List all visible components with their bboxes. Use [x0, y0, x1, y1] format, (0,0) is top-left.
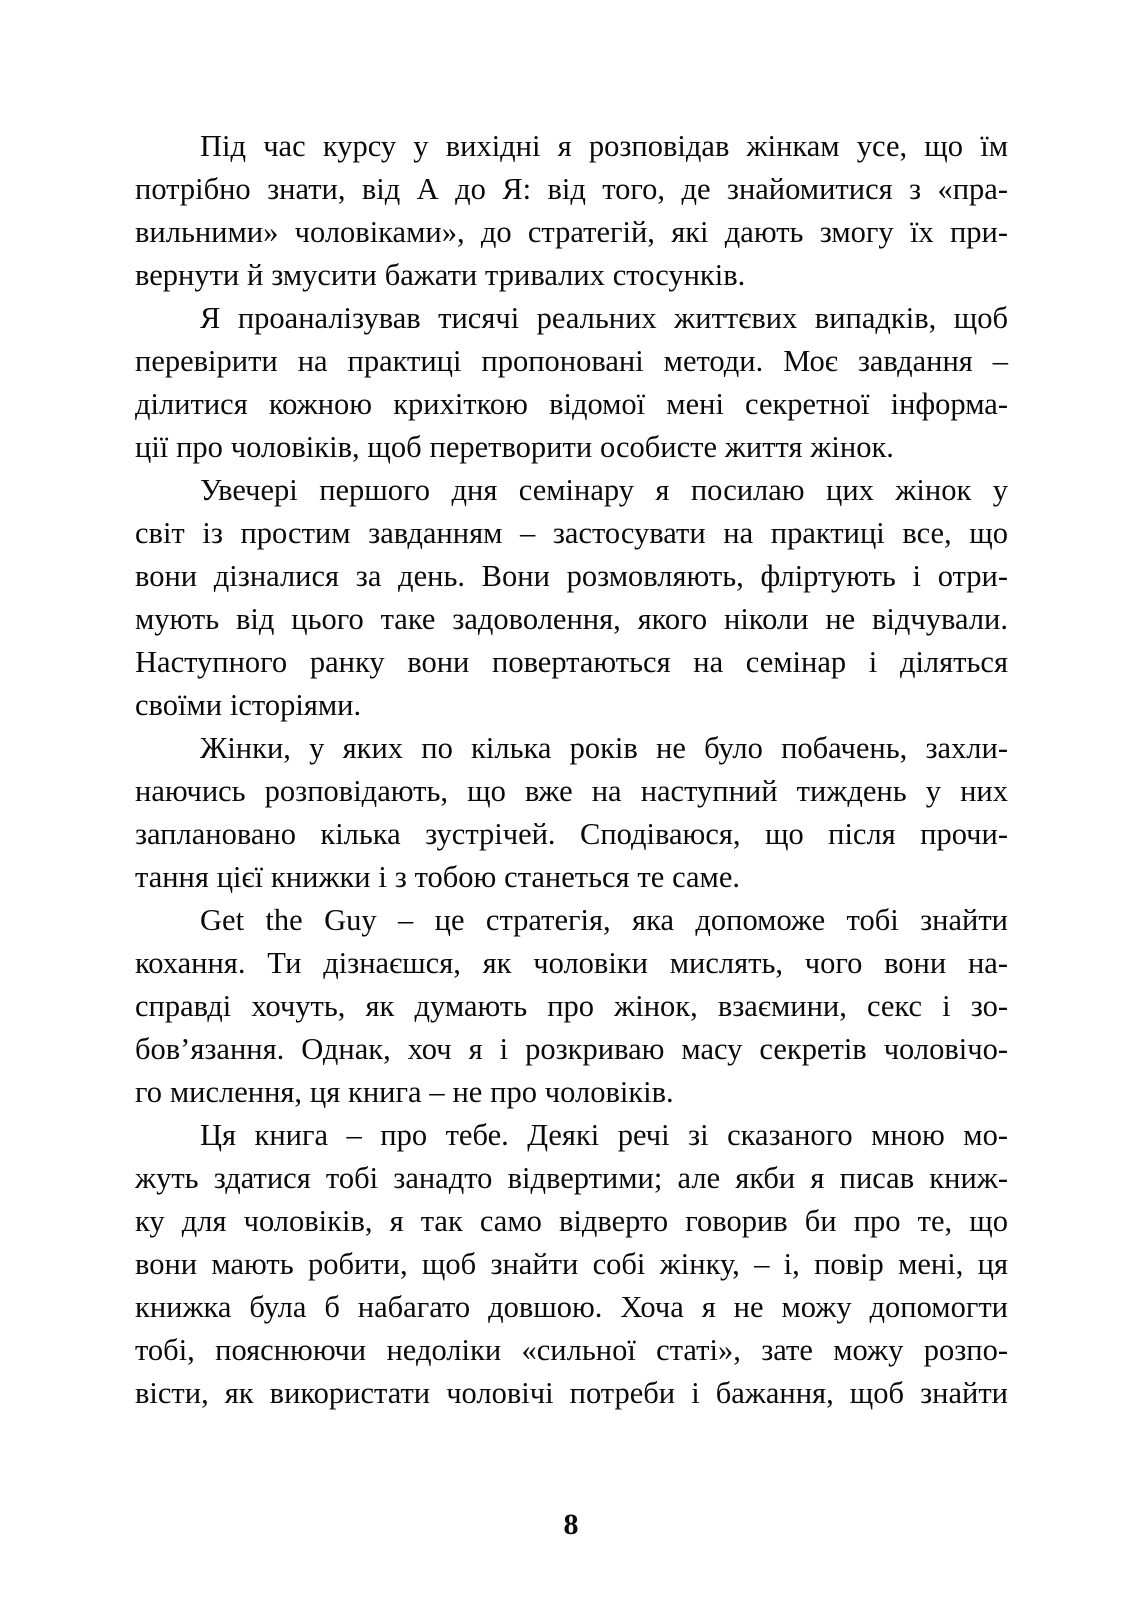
text-line: жуть здатися тобі занадто відвертими; але якби я писав книж- — [135, 1161, 1008, 1195]
text-line: вісти, як використати чоловічі потреби і бажання, щоб знайти — [135, 1376, 1008, 1410]
paragraph-6 — [135, 1114, 1008, 1415]
text-line: вони мають робити, щоб знайти собі жінку, – і, повір мені, ця — [135, 1247, 1008, 1281]
paragraph-2 — [135, 297, 1008, 469]
paragraph-5 — [135, 899, 1008, 1114]
text-line: вильними» чоловіками», до стратегій, які дають змогу їх при- — [135, 215, 1008, 249]
body-text-column — [135, 125, 1008, 1415]
text-line: потрібно знати, від А до Я: від того, де знайомитися з «пра- — [135, 172, 1008, 206]
text-line: Get the Guy – це стратегія, яка допоможе тобі знайти — [200, 903, 1008, 937]
text-line: вони дізналися за день. Вони розмовляють, фліртують і отри- — [135, 559, 1008, 593]
text-line: справді хочуть, як думають про жінок, взаємини, секс і зо- — [135, 989, 1008, 1023]
paragraph-3 — [135, 469, 1008, 727]
text-line: Під час курсу у вихідні я розповідав жінкам усе, що їм — [200, 129, 1008, 163]
text-line: Жінки, у яких по кілька років не було побачень, захли- — [200, 731, 1008, 765]
text-line: Ця книга – про тебе. Деякі речі зі сказаного мною мо- — [200, 1118, 1008, 1152]
text-line: ку для чоловіків, я так само відверто говорив би про те, що — [135, 1204, 1008, 1238]
text-line: вернути й змусити бажати тривалих стосунків. — [135, 258, 746, 292]
text-line: наючись розповідають, що вже на наступний тиждень у них — [135, 774, 1008, 808]
text-line: своїми історіями. — [135, 688, 362, 722]
text-line: кохання. Ти дізнаєшся, як чоловіки мислять, чого вони на- — [135, 946, 1008, 980]
page-number: 8 — [563, 1508, 579, 1541]
text-line: перевірити на практиці пропоновані методи. Моє завдання – — [135, 344, 1008, 378]
text-line: ції про чоловіків, щоб перетворити особисте життя жінок. — [135, 430, 894, 464]
text-line: мують від цього таке задоволення, якого ніколи не відчували. — [135, 602, 1008, 636]
text-line: Увечері першого дня семінару я посилаю цих жінок у — [200, 473, 1008, 507]
text-line: бов’язання. Однак, хоч я і розкриваю масу секретів чоловічо- — [135, 1032, 1008, 1066]
text-line: Я проаналізував тисячі реальних життєвих випадків, щоб — [200, 301, 1008, 335]
paragraph-4 — [135, 727, 1008, 899]
text-line: тання цієї книжки і з тобою станеться те саме. — [135, 860, 741, 894]
text-line: го мислення, ця книга – не про чоловіків. — [135, 1075, 674, 1109]
text-line: світ із простим завданням – застосувати на практиці все, що — [135, 516, 1008, 550]
text-line: тобі, пояснюючи недоліки «сильної статі», зате можу розпо- — [135, 1333, 1008, 1367]
text-line: книжка була б набагато довшою. Хоча я не можу допомогти — [135, 1290, 1008, 1324]
text-line: ділитися кожною крихіткою відомої мені секретної інформа- — [135, 387, 1008, 421]
text-line: Наступного ранку вони повертаються на семінар і діляться — [135, 645, 1008, 679]
text-line: заплановано кілька зустрічей. Сподіваюся, що після прочи- — [135, 817, 1008, 851]
paragraph-1 — [135, 125, 1008, 297]
